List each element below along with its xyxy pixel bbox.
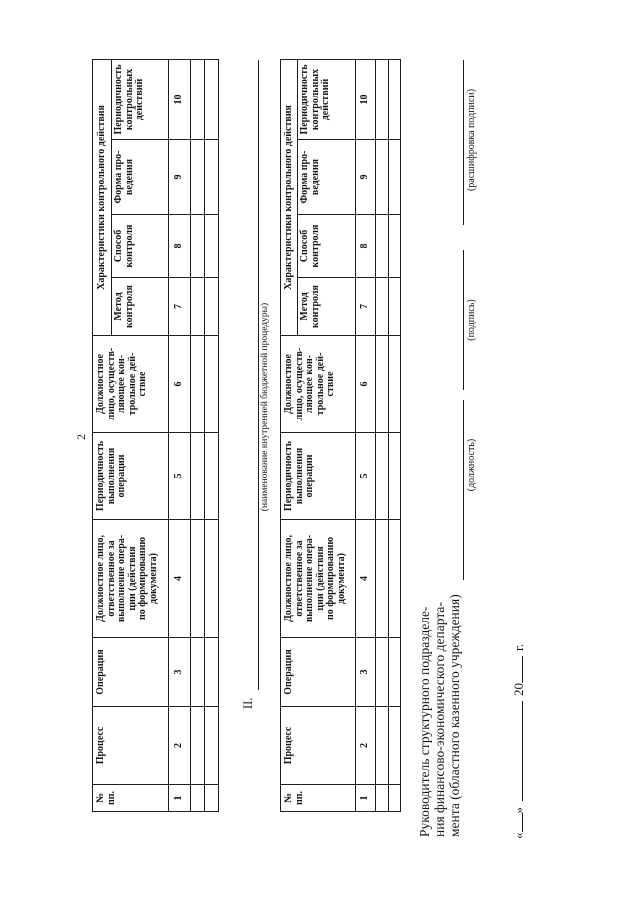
- header-line: №: [95, 792, 106, 804]
- header-operation-frequency: [281, 433, 356, 520]
- column-number: 10: [169, 59, 191, 139]
- column-number: 10: [356, 59, 376, 139]
- table-cell: [376, 59, 389, 139]
- header-line: Способ: [113, 229, 124, 263]
- column-number: 5: [169, 433, 191, 520]
- header-line: ведения: [123, 158, 135, 196]
- table-cell: [205, 278, 219, 336]
- header-line: Метод: [299, 292, 310, 321]
- table-cell: [389, 278, 401, 336]
- header-line: выполнения: [105, 447, 117, 505]
- header-control-frequency: [112, 59, 169, 139]
- header-line: контроля: [309, 285, 321, 328]
- signatory-position-text: [417, 594, 462, 837]
- column-number: 6: [169, 336, 191, 433]
- table-cell: [205, 785, 219, 812]
- table-cell: [191, 785, 205, 812]
- date-month-blank: [512, 701, 523, 801]
- date-century: 20: [511, 683, 526, 696]
- signature-caption: (подпись): [466, 299, 477, 341]
- header-line: действий: [320, 78, 331, 121]
- table-cell: [376, 638, 389, 707]
- header-line: Способ: [299, 229, 310, 263]
- header-line: ведения: [309, 158, 321, 196]
- header-line: Должностное лицо,: [283, 534, 294, 623]
- table-cell: [205, 520, 219, 638]
- column-number: 6: [356, 336, 376, 433]
- header-line: лицо, осуществ-: [293, 347, 305, 421]
- column-number: 7: [356, 278, 376, 336]
- table-cell: [389, 520, 401, 638]
- header-line: операции: [116, 454, 127, 498]
- header-line: контроля: [123, 285, 135, 328]
- table-cell: [389, 785, 401, 812]
- header-line: ции (действия: [126, 546, 138, 611]
- header-line: лицо, осуществ-: [105, 347, 117, 421]
- header-line: документа): [335, 553, 347, 604]
- column-number: 3: [169, 638, 191, 707]
- header-control-method: [112, 278, 169, 336]
- table-row: [205, 59, 219, 811]
- table-cell: [191, 433, 205, 520]
- table-cell: [376, 707, 389, 785]
- header-operation: [281, 638, 356, 707]
- header-control-person: [93, 336, 169, 433]
- header-line: трольное дей-: [314, 352, 326, 416]
- date-open-quote: «: [511, 832, 526, 839]
- table-cell: [376, 215, 389, 278]
- header-line: по формированию: [325, 536, 336, 621]
- table-cell: [389, 59, 401, 139]
- header-line: Должностное лицо,: [95, 534, 106, 623]
- header-control-characteristics: Характеристики контрольного действия: [93, 59, 112, 335]
- header-control-person: [281, 336, 356, 433]
- header-row-number: [281, 785, 356, 812]
- date-day-blank: [512, 814, 523, 833]
- header-line: по формированию: [137, 536, 148, 621]
- table-cell: [376, 785, 389, 812]
- header-responsible-person: [93, 520, 169, 638]
- table-cell: [205, 59, 219, 139]
- header-line: Периодичность: [283, 440, 294, 512]
- name-decryption-caption: (расшифровка подписи): [466, 88, 477, 192]
- table-cell: [205, 433, 219, 520]
- column-number: 1: [169, 785, 191, 812]
- table-cell: [389, 707, 401, 785]
- control-actions-table-2: [280, 59, 401, 812]
- column-number: 4: [356, 520, 376, 638]
- table-cell: [389, 215, 401, 278]
- header-line: ответственное за: [105, 540, 117, 617]
- column-number: 4: [169, 520, 191, 638]
- date-line: [511, 644, 526, 839]
- header-control-way: [298, 215, 356, 278]
- header-line: Метод: [113, 292, 124, 321]
- table-cell: [191, 278, 205, 336]
- column-number: 2: [169, 707, 191, 785]
- table-cell: [205, 215, 219, 278]
- name-decryption-underline: [463, 60, 464, 225]
- header-control-form: [298, 140, 356, 215]
- column-number: 7: [169, 278, 191, 336]
- table-cell: [191, 140, 205, 215]
- table-cell: [376, 140, 389, 215]
- table-cell: [389, 140, 401, 215]
- header-process: [281, 707, 356, 785]
- section-numeral: II.: [241, 697, 255, 709]
- header-line: №: [283, 792, 294, 804]
- header-line: пп.: [105, 790, 117, 806]
- table-cell: [191, 336, 205, 433]
- table-cell: [191, 520, 205, 638]
- column-number: 9: [356, 140, 376, 215]
- table-cell: [376, 433, 389, 520]
- header-line: Форма про-: [113, 150, 124, 204]
- table-row: [376, 59, 389, 811]
- header-line: Периодичность: [299, 64, 310, 135]
- table-cell: [205, 140, 219, 215]
- header-line: Операция: [95, 649, 106, 695]
- column-number: 1: [356, 785, 376, 812]
- table-cell: [191, 638, 205, 707]
- table-cell: [191, 707, 205, 785]
- procedure-name-line: [258, 60, 259, 690]
- column-number: 8: [356, 215, 376, 278]
- header-line: ствие: [137, 371, 148, 397]
- header-line: Должностное: [283, 354, 294, 414]
- table-cell: [191, 59, 205, 139]
- table-cell: [389, 433, 401, 520]
- table-cell: [191, 215, 205, 278]
- header-line: Периодичность: [113, 64, 124, 135]
- header-control-form: [112, 140, 169, 215]
- date-close-quote: »: [511, 807, 526, 814]
- date-year-blank: [512, 656, 523, 683]
- table-cell: [376, 336, 389, 433]
- header-line: документа): [147, 553, 159, 604]
- header-responsible-person: [281, 520, 356, 638]
- table-cell: [389, 336, 401, 433]
- procedure-name-caption: (наименование внутренней бюджетной процедуры): [260, 302, 270, 512]
- header-line: трольное дей-: [126, 352, 138, 416]
- position-underline: [463, 400, 464, 580]
- signature-underline: [463, 250, 464, 390]
- column-number: 3: [356, 638, 376, 707]
- position-caption: (должность): [466, 438, 477, 492]
- header-line: выполнение опера-: [116, 534, 127, 623]
- header-line: ции (действия: [314, 546, 326, 611]
- header-line: ствие: [325, 371, 336, 397]
- header-line: Периодичность: [95, 440, 106, 512]
- header-control-method: [298, 278, 356, 336]
- header-line: Операция: [283, 649, 294, 695]
- header-operation-frequency: [93, 433, 169, 520]
- header-process: [93, 707, 169, 785]
- table-row: [389, 59, 401, 811]
- table-cell: [376, 520, 389, 638]
- header-line: операции: [304, 454, 315, 498]
- table-cell: [376, 278, 389, 336]
- signatory-position-line: мента (областного казенного учреждения): [447, 594, 462, 837]
- signatory-position-line: Руководитель структурного подразделе-: [417, 606, 432, 837]
- header-line: Форма про-: [299, 150, 310, 204]
- header-control-frequency: [298, 59, 356, 139]
- header-line: контрольных: [309, 68, 321, 131]
- header-row-number: [93, 785, 169, 812]
- header-control-way: [112, 215, 169, 278]
- header-line: выполнения: [293, 447, 305, 505]
- header-line: контроля: [309, 224, 321, 268]
- header-line: выполнение опера-: [304, 534, 315, 623]
- header-control-characteristics: Характеристики контрольного действия: [281, 59, 298, 335]
- column-number: 8: [169, 215, 191, 278]
- header-line: контроля: [123, 224, 135, 268]
- header-line: ляющее кон-: [116, 354, 127, 414]
- header-line: контрольных: [123, 68, 135, 131]
- table-cell: [205, 336, 219, 433]
- table-cell: [205, 638, 219, 707]
- table-cell: [389, 638, 401, 707]
- header-line: ответственное за: [293, 540, 305, 617]
- signatory-position-line: ния финансово-экономического департа-: [432, 602, 447, 837]
- table-cell: [205, 707, 219, 785]
- header-line: действий: [134, 78, 145, 121]
- date-year-unit: г.: [511, 643, 526, 651]
- header-line: Процесс: [95, 726, 106, 765]
- column-number: 5: [356, 433, 376, 520]
- table-row: [191, 59, 205, 811]
- column-number: 9: [169, 140, 191, 215]
- header-line: Должностное: [95, 354, 106, 414]
- page-number: 2: [74, 434, 88, 440]
- header-line: пп.: [293, 790, 305, 806]
- column-number: 2: [356, 707, 376, 785]
- header-line: ляющее кон-: [304, 354, 315, 414]
- header-operation: [93, 638, 169, 707]
- control-actions-table-1: [92, 59, 219, 812]
- header-line: Процесс: [283, 726, 294, 765]
